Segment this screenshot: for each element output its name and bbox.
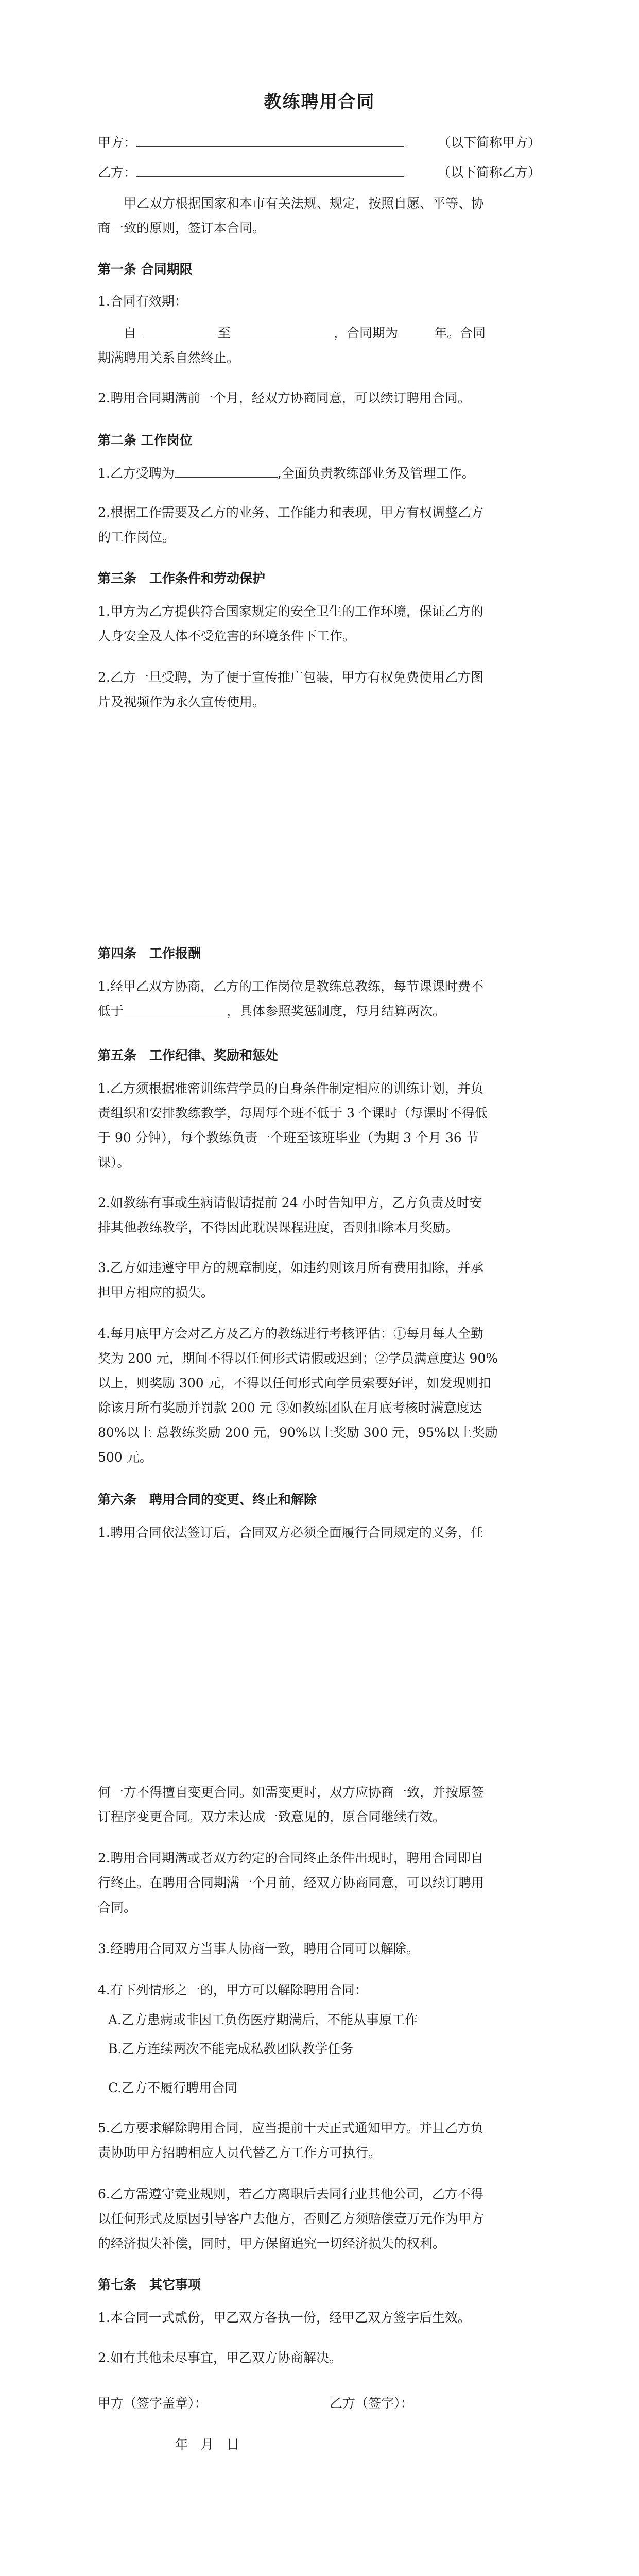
s4-p2-start: 低于 [98,1004,124,1019]
s6-p2-line-2: 行终止。在聘用合同期满一个月前，经双方协商同意，可以续订聘用 [98,1875,485,1890]
party-a-note: （以下简称甲方） [437,135,541,150]
party-b-signature-label: 乙方（签字）： [330,2396,413,2411]
s1-term-line-2: 期满聘用关系自然终止。 [98,350,240,365]
party-a-label: 甲方： [98,135,137,150]
position-blank [175,466,278,478]
party-b-note: （以下简称乙方） [437,165,541,180]
term-to-label: 至 [217,326,231,341]
term-mid-label: ，合同期为 [333,326,398,341]
term-from-label: 自 [124,326,137,341]
s5-p4-line-4: 除该月所有奖励并罚款 200 元 ③如教练团队在月底考核时满意度达 [98,1400,482,1415]
s3-p2-line-2: 片及视频作为永久宣传使用。 [98,694,266,709]
s6-p4-item-c: C.乙方不履行聘用合同 [108,2080,238,2095]
s4-p2 [98,1004,541,1019]
section-1-heading: 第一条 合同期限 [98,262,193,277]
s5-p1-line-3: 于 90 分钟），每个教练负责一个班至该班毕业（为期 3 个月 36 节 [98,1130,479,1145]
s6-p6-line-1: 6.乙方需遵守竞业规则，若乙方离职后去同行业其他公司，乙方不得 [98,2187,483,2201]
signature-line [98,2396,541,2411]
s1-p2: 2.聘用合同期满前一个月，经双方协商同意，可以续订聘用合同。 [98,391,471,405]
section-5-heading: 第五条 工作纪律、奖励和惩处 [98,1048,279,1063]
s5-p4-line-3: 以上，则奖励 300 元，不得以任何形式向学员索要好评，如发现则扣 [98,1376,491,1391]
s2-p2-line-1: 2.根据工作需要及乙方的业务、工作能力和表现，甲方有权调整乙方 [98,505,483,520]
party-a-signature-label: 甲方（签字盖章）： [98,2396,208,2411]
s6-p6-line-2: 以任何形式及原因引导客户去他方，否则乙方须赔偿壹万元作为甲方 [98,2211,485,2226]
term-end-blank [231,326,334,337]
s6-p6-line-3: 的经济损失补偿，同时，甲方保留追究一切经济损失的权利。 [98,2236,446,2251]
party-b-line [98,165,541,180]
party-b-blank [136,165,404,177]
s7-p2: 2.如有其他未尽事宜，甲乙双方协商解决。 [98,2350,342,2365]
section-4-heading: 第四条 工作报酬 [98,946,201,961]
intro-line-1: 甲乙双方根据国家和本市有关法规、规定，按照自愿、平等、协 [124,196,485,211]
s6-p1-line-2: 何一方不得擅自变更合同。如需变更时，双方应协商一致，并按原签 [98,1785,485,1800]
s5-p4-line-5: 80%以上 总教练奖励 200 元，90%以上奖励 300 元，95%以上奖励 [98,1425,498,1440]
party-a-blank [136,135,404,147]
s5-p4-line-6: 500 元。 [98,1450,152,1465]
s2-p1 [98,466,541,481]
section-3-heading: 第三条 工作条件和劳动保护 [98,571,266,586]
s2-p1-end: ,全面负责教练部业务及管理工作。 [277,466,475,481]
s6-p4: 4.有下列情形之一的，甲方可以解除聘用合同： [98,1982,368,1997]
s5-p4-line-1: 4.每月底甲方会对乙方及乙方的教练进行考核评估：①每月每人全勤 [98,1326,483,1341]
s3-p1-line-1: 1.甲方为乙方提供符合国家规定的安全卫生的工作环境，保证乙方的 [98,604,483,619]
s2-p2-line-2: 的工作岗位。 [98,530,176,545]
term-year-label: 年。合同 [434,326,486,341]
s3-p1-line-2: 人身安全及人体不受危害的环境条件下工作。 [98,629,356,643]
term-years-blank [398,326,434,337]
intro-line-2: 商一致的原则，签订本合同。 [98,221,266,235]
party-b-label: 乙方： [98,165,137,180]
s5-p3-line-1: 3.乙方如违遵守甲方的规章制度，如违约则该月所有费用扣除，并承 [98,1260,483,1275]
fee-blank [124,1004,227,1015]
s3-p2-line-1: 2.乙方一旦受聘，为了便于宣传推广包装，甲方有权免费使用乙方图 [98,670,483,685]
s2-p1-start: 1.乙方受聘为 [98,466,175,481]
s1-p1: 1.合同有效期： [98,294,187,309]
term-start-blank [141,326,218,337]
s5-p2-line-2: 排其他教练教学，不得因此耽误课程进度，否则扣除本月奖励。 [98,1220,459,1235]
s7-p1: 1.本合同一式贰份，甲乙双方各执一份，经甲乙双方签字后生效。 [98,2310,471,2325]
s6-p2-line-1: 2.聘用合同期满或者双方约定的合同终止条件出现时，聘用合同即自 [98,1851,483,1866]
s5-p2-line-1: 2.如教练有事或生病请假请提前 24 小时告知甲方，乙方负责及时安 [98,1195,482,1210]
signature-date: 年 月 日 [175,2437,240,2452]
s5-p1-line-2: 责组织和安排教练教学，每周每个班不低于 3 个课时（每课时不得低 [98,1106,488,1121]
section-6-heading: 第六条 聘用合同的变更、终止和解除 [98,1492,317,1507]
s6-p1-line-1: 1.聘用合同依法签订后，合同双方必须全面履行合同规定的义务，任 [98,1525,483,1540]
s6-p4-item-a: A.乙方患病或非因工负伤医疗期满后，不能从事原工作 [108,2012,418,2027]
s5-p4-line-2: 奖为 200 元，期间不得以任何形式请假或迟到；②学员满意度达 90% [98,1351,498,1366]
s5-p1-line-4: 课）。 [98,1155,130,1170]
section-2-heading: 第二条 工作岗位 [98,433,193,448]
s6-p1-line-3: 订程序变更合同。双方未达成一致意见的，原合同继续有效。 [98,1809,446,1824]
s1-term-line [124,326,566,341]
party-a-line [98,135,541,150]
s5-p3-line-2: 担甲方相应的损失。 [98,1285,214,1300]
s4-p2-end: ，具体参照奖惩制度，每月结算两次。 [227,1004,446,1019]
section-7-heading: 第七条 其它事项 [98,2277,201,2292]
s6-p5-line-2: 责协助甲方招聘相应人员代替乙方工作方可执行。 [98,2145,382,2160]
s5-p1-line-1: 1.乙方须根据雅密训练营学员的自身条件制定相应的训练计划，并负 [98,1081,483,1096]
s6-p2-line-3: 合同。 [98,1900,137,1915]
s4-p1: 1.经甲乙双方协商，乙方的工作岗位是教练总教练，每节课课时费不 [98,979,483,994]
s6-p4-item-b: B.乙方连续两次不能完成私教团队教学任务 [108,2041,354,2056]
s6-p3: 3.经聘用合同双方当事人协商一致，聘用合同可以解除。 [98,1941,419,1956]
s6-p5-line-1: 5.乙方要求解除聘用合同，应当提前十天正式通知甲方。并且乙方负 [98,2121,483,2136]
document-title: 教练聘用合同 [264,92,375,112]
